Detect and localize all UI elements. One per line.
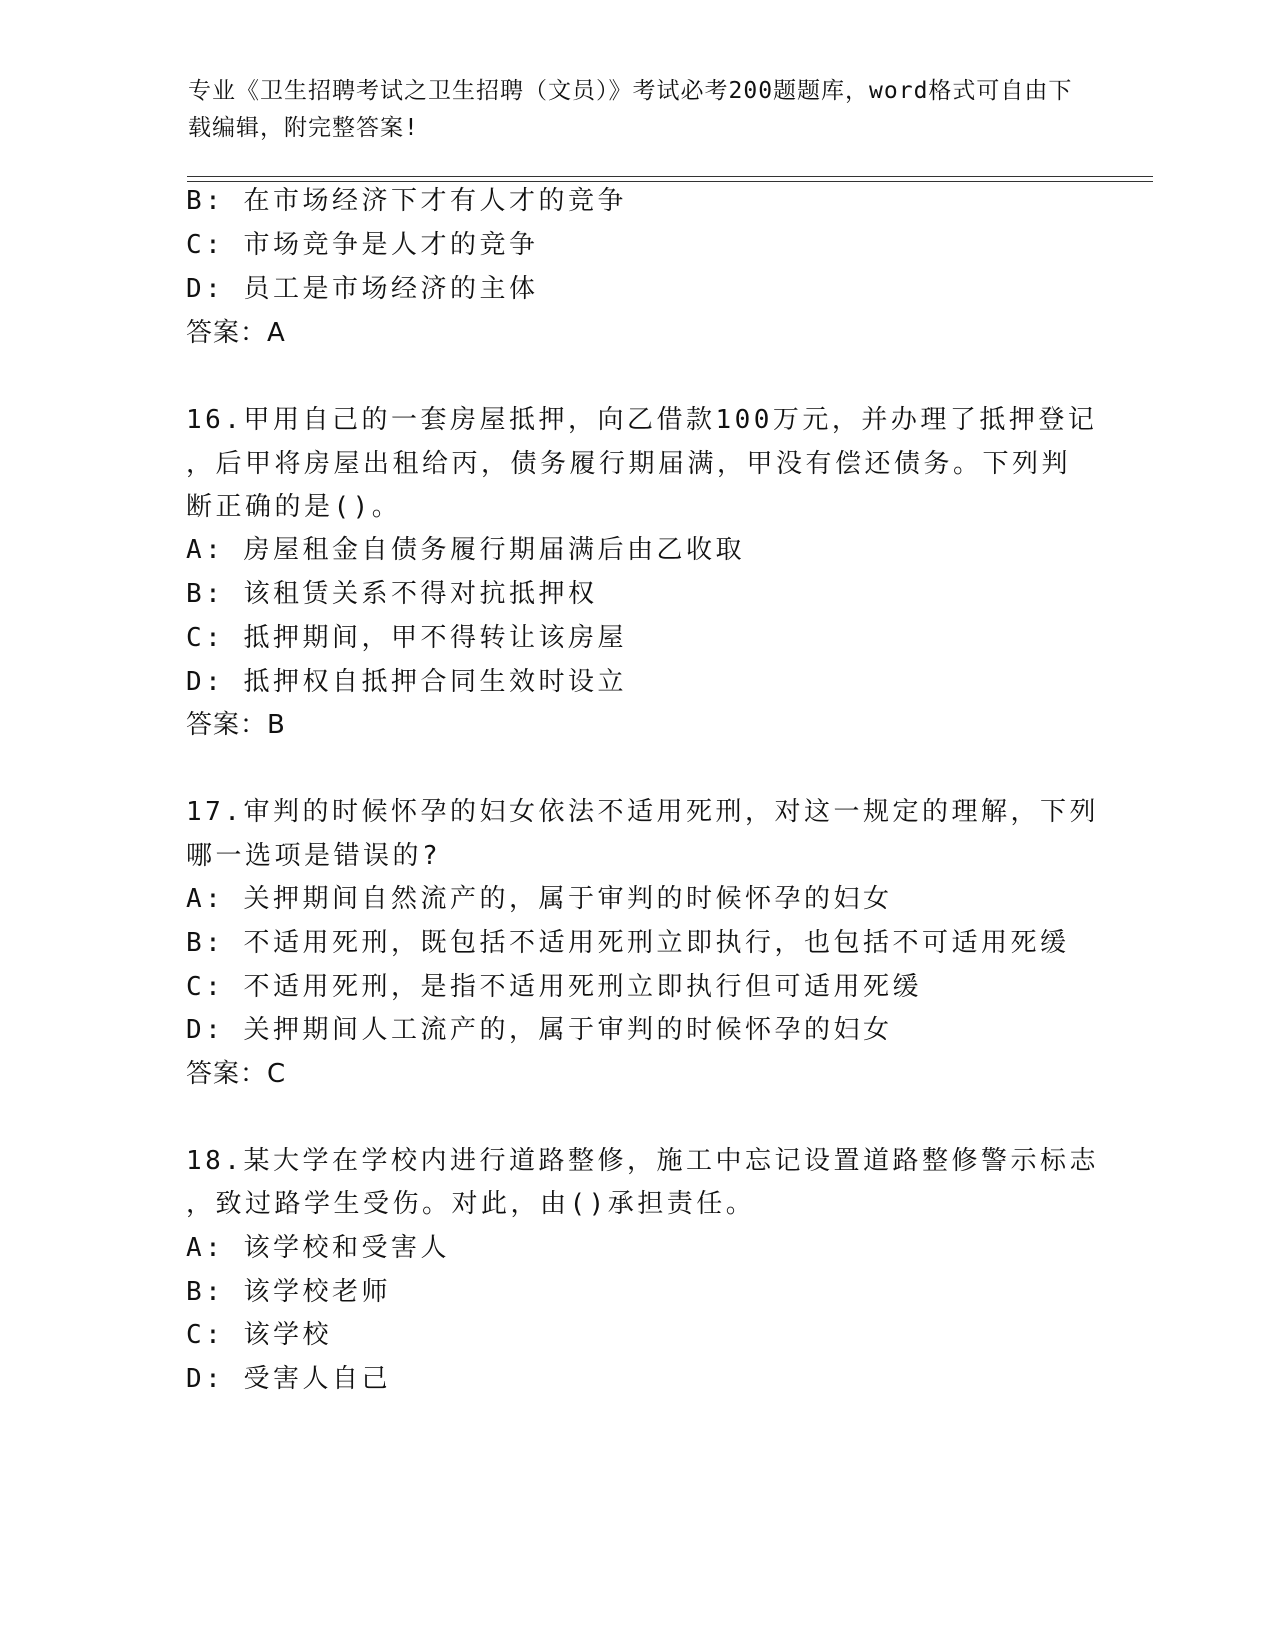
q16-answer: 答案：B <box>186 710 286 740</box>
q18-stem-line-1: 18.某大学在学校内进行道路整修，施工中忘记设置道路整修警示标志 <box>186 1146 1099 1176</box>
q15-option-b: B: 在市场经济下才有人才的竞争 <box>186 186 627 216</box>
q16-option-c: C: 抵押期间，甲不得转让该房屋 <box>186 623 627 653</box>
q16-option-b: B: 该租赁关系不得对抗抵押权 <box>186 579 598 609</box>
q17-option-b: B: 不适用死刑，既包括不适用死刑立即执行，也包括不可适用死缓 <box>186 928 1070 958</box>
q18-option-c: C: 该学校 <box>186 1320 332 1350</box>
q18-option-d: D: 受害人自己 <box>186 1364 391 1394</box>
q15-option-d: D: 员工是市场经济的主体 <box>186 274 539 304</box>
q16-stem-line-1: 16.甲用自己的一套房屋抵押，向乙借款100万元，并办理了抵押登记 <box>186 405 1098 435</box>
q16-stem-line-2: ，后甲将房屋出租给丙，债务履行期届满，甲没有偿还债务。下列判 <box>186 449 1072 479</box>
q18-option-a: A: 该学校和受害人 <box>186 1233 450 1263</box>
q16-option-a: A: 房屋租金自债务履行期届满后由乙收取 <box>186 535 745 565</box>
q17-option-a: A: 关押期间自然流产的，属于审判的时候怀孕的妇女 <box>186 884 893 914</box>
q17-option-d: D: 关押期间人工流产的，属于审判的时候怀孕的妇女 <box>186 1015 893 1045</box>
q16-option-d: D: 抵押权自抵押合同生效时设立 <box>186 667 627 697</box>
header-divider-bottom <box>187 181 1153 182</box>
q17-option-c: C: 不适用死刑，是指不适用死刑立即执行但可适用死缓 <box>186 972 922 1002</box>
q15-answer: 答案：A <box>186 318 286 348</box>
q17-answer: 答案：C <box>186 1059 287 1089</box>
header-divider-top <box>187 176 1153 177</box>
q16-stem-line-3: 断正确的是()。 <box>186 492 402 522</box>
q18-stem-line-2: ，致过路学生受伤。对此，由()承担责任。 <box>186 1189 756 1219</box>
q17-stem-line-1: 17.审判的时候怀孕的妇女依法不适用死刑，对这一规定的理解，下列 <box>186 797 1099 827</box>
q18-option-b: B: 该学校老师 <box>186 1277 391 1307</box>
document-header: 专业《卫生招聘考试之卫生招聘（文员）》考试必考200题题库，word格式可自由下载编辑，附完整答案! <box>188 78 1073 141</box>
q17-stem-line-2: 哪一选项是错误的? <box>186 841 442 871</box>
q15-option-c: C: 市场竞争是人才的竞争 <box>186 230 539 260</box>
